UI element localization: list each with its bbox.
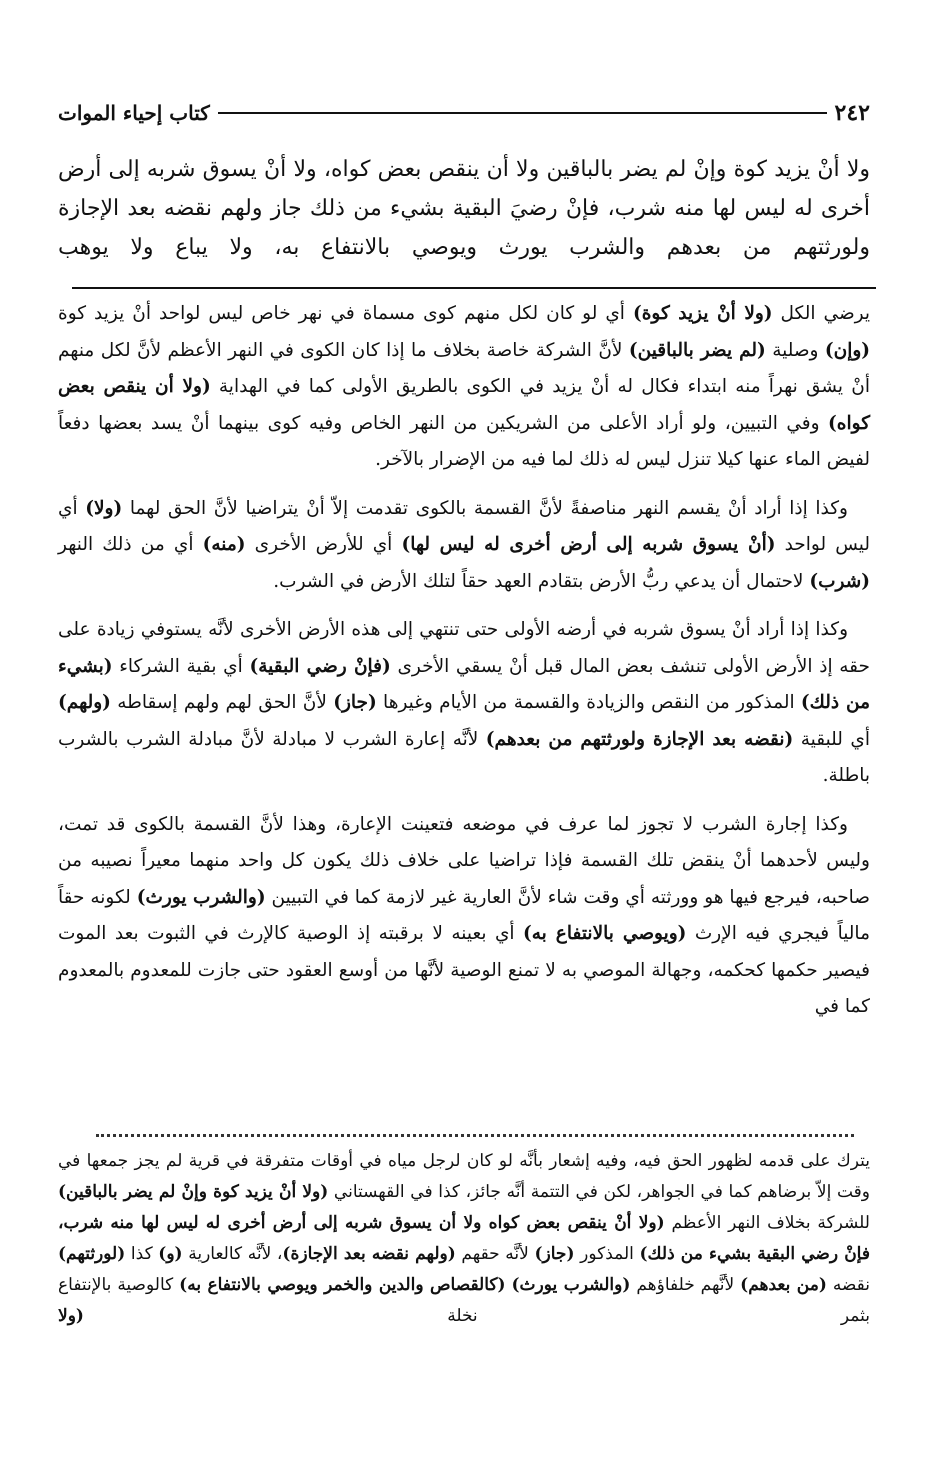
text-run: أي لو كان لكل منهم كوى مسماة في نهر خاص ليس لواحد أنْ يزيد كوة [58, 303, 633, 324]
commentary-block [58, 296, 870, 1038]
bold-quoted-text: (ولا أن ينقص بعض كواه) [58, 376, 870, 434]
bold-quoted-text: (لم يضر بالباقين) [628, 339, 766, 361]
text-run: كالوصية بالإنتفاع بثمر نخلة [58, 1275, 870, 1326]
text-run: وفي التبيين، ولو أراد الأعلى من الشريكين من النهر الخاص وفيه كوى بينهما أنْ يسد بعضها دفعاً لفيض الماء عنها كيلا تنزل ليس له ذلك لما فيه من الإضرار بالآخر. [58, 412, 870, 470]
main-text-block [58, 150, 870, 267]
commentary-paragraph [58, 612, 870, 795]
bold-quoted-text: (ولا أنْ ينقص بعض كواه ولا أن يسوق شربه إلى أرض أخرى له ليس لها منه شرب، فإنْ رضي البقية بشيء من ذلك) [58, 1213, 870, 1264]
text-run: أي بعينه لا برقبته إذ الوصية كالإرث في الثبوت بعد الموت فيصير حكمها كحكمه، وجهالة الموصي به لا تمنع الوصية لأنَّها من أوسع العقود حتى جازت للمعدوم بالمعدوم كما في [58, 923, 870, 1017]
text-run: كذا [125, 1244, 159, 1264]
bold-quoted-text: (فإنْ رضي البقية) [249, 655, 391, 677]
bold-quoted-text: (نقضه بعد الإجازة ولورثتهم من بعدهم) [485, 728, 794, 750]
text-run: وكذا إجارة الشرب لا تجوز لما عرف في موضعه فتعينت الإعارة، وهذا لأنَّ القسمة بالكوى قد تمت، وليس لأحدهما أنْ ينقض تلك القسمة فإذا تراضيا على خلاف ذلك يكون كل واحد منهما معيراً نصيبه من صاحبه، فيرجع فيها هو وورثته أي وقت شاء لأنَّ العارية غير لازمة كما في التبيين [58, 813, 871, 908]
bold-quoted-text: (ولهم نقضه بعد الإجازة) [282, 1244, 456, 1264]
text-run: لأنَّه إعارة الشرب لا مبادلة لأنَّ مبادلة الشرب بالشرب باطلة. [58, 728, 870, 786]
bold-quoted-text: (جاز) [534, 1244, 575, 1264]
text-run: ، لأنَّه كالعارية [182, 1244, 283, 1264]
main-text: ولا أنْ يزيد كوة وإنْ لم يضر بالباقين ولا أن ينقص بعض كواه، ولا أنْ يسوق شربه إلى أرض أخرى له ليس لها منه شرب، فإنْ رضيَ البقية بشيء من ذلك جاز ولهم نقضه بعد الإجازة ولورثتهم من بعدهم والشرب يورث ويوصي بالانتفاع به، ولا يباع ولا يوهب [58, 157, 870, 260]
bold-quoted-text: (لورثتهم) [58, 1244, 126, 1264]
text-run: لاحتمال أن يدعي ربُّ الأرض بتقادم العهد حقاً لتلك الأرض في الشرب. [273, 570, 810, 592]
bold-quoted-text: (وإن) [824, 339, 871, 361]
header-rule [218, 112, 827, 114]
text-run: وكذا إذا أراد أنْ يسوق شربه في أرضه الأولى حتى تنتهي إلى هذه الأرض الأخرى لأنَّه يستوفي زيادة على حقه إذ الأرض الأولى تنشف بعض المال قبل أنْ يسقي الأخرى [58, 619, 870, 677]
text-run: للشركة بخلاف النهر الأعظم [664, 1213, 870, 1233]
text-run: أي من ذلك النهر [58, 534, 203, 555]
bold-quoted-text: (ولا) [85, 497, 123, 519]
footnote-separator-dots [96, 1134, 854, 1137]
text-run: المذكور [574, 1244, 640, 1264]
bold-quoted-text: (ولا أنْ يزيد كوة وإنْ لم يضر بالباقين) [58, 1182, 329, 1202]
text-run: لأنَّهم خلفاؤهم [630, 1275, 741, 1295]
text-run: لأنَّ الشركة خاصة بخلاف ما إذا كان الكوى في النهر الأعظم لأنَّ لكل منهم أنْ يشق نهراً منه ابتداء فكال له أنْ يزيد في الكوى بالطريق الأولى كما في الهداية [58, 339, 870, 397]
text-run: أي للبقية [793, 728, 870, 750]
bold-quoted-text: (أنْ يسوق شربه إلى أرض أخرى له ليس لها) [401, 534, 776, 555]
bold-quoted-text: (و) [158, 1244, 183, 1264]
bold-quoted-text: (من بعدهم) [740, 1275, 827, 1295]
text-run: لأنَّه حقهم [455, 1244, 535, 1264]
page-number: ٢٤٢ [834, 100, 870, 126]
text-run: أي ليس لواحد [58, 497, 870, 555]
text-run: لكونه حقاً مالياً فيجري فيه الإرث [58, 886, 870, 944]
text-run: أي بقية الشركاء [112, 655, 250, 677]
bold-quoted-text: (والشرب يورث) [136, 886, 266, 908]
commentary-paragraph [58, 296, 870, 479]
chapter-title: كتاب إحياء الموات [58, 101, 210, 125]
bold-quoted-text: (ولا [58, 1306, 84, 1326]
bold-quoted-text: (منه) [202, 534, 246, 555]
text-run: وصلية [765, 339, 825, 361]
bold-quoted-text: (ويوصي بالانتفاع به) [523, 923, 687, 944]
bold-quoted-text: (والشرب يورث) [511, 1275, 631, 1295]
bold-quoted-text: (ولا أنْ يزيد كوة) [632, 303, 773, 324]
bold-quoted-text: (شرب) [809, 570, 870, 592]
text-run: المذكور من النقص والزيادة والقسمة من الأيام وغيرها [376, 692, 801, 713]
text-run: أي للأرض الأخرى [245, 534, 402, 555]
text-run: وكذا إذا أراد أنْ يقسم النهر مناصفةً لأنَّ القسمة بالكوى تقدمت إلاّ أنْ يتراضيا لأنَّ الحق لهما [122, 497, 848, 519]
bold-quoted-text: (جاز) [333, 692, 377, 713]
page-header [58, 98, 870, 128]
text-run: لأنَّ الحق لهم ولهم إسقاطه [110, 692, 334, 713]
commentary-paragraph [58, 491, 870, 601]
text-run: نقضه [826, 1275, 871, 1295]
bold-quoted-text: (كالقصاص والدين والخمر ويوصي بالانتفاع به) [179, 1275, 506, 1295]
footnote-block [58, 1146, 870, 1332]
bold-quoted-text: (ولهم) [58, 692, 111, 713]
text-run: يرضي الكل [772, 303, 871, 324]
footnote-text [58, 1146, 870, 1332]
main-separator-rule [72, 287, 876, 289]
commentary-paragraph [58, 807, 870, 1026]
text-run: يترك على قدمه لظهور الحق فيه، وفيه إشعار بأنَّه لو كان لرجل مياه في أوقات متفرقة في قرية لم يجز جمعها في وقت إلاّ برضاهم كما في الجواهر، لكن في التتمة أنَّه جائز، كذا في القهستاني [58, 1151, 870, 1202]
bold-quoted-text: (بشيء من ذلك) [58, 655, 871, 713]
